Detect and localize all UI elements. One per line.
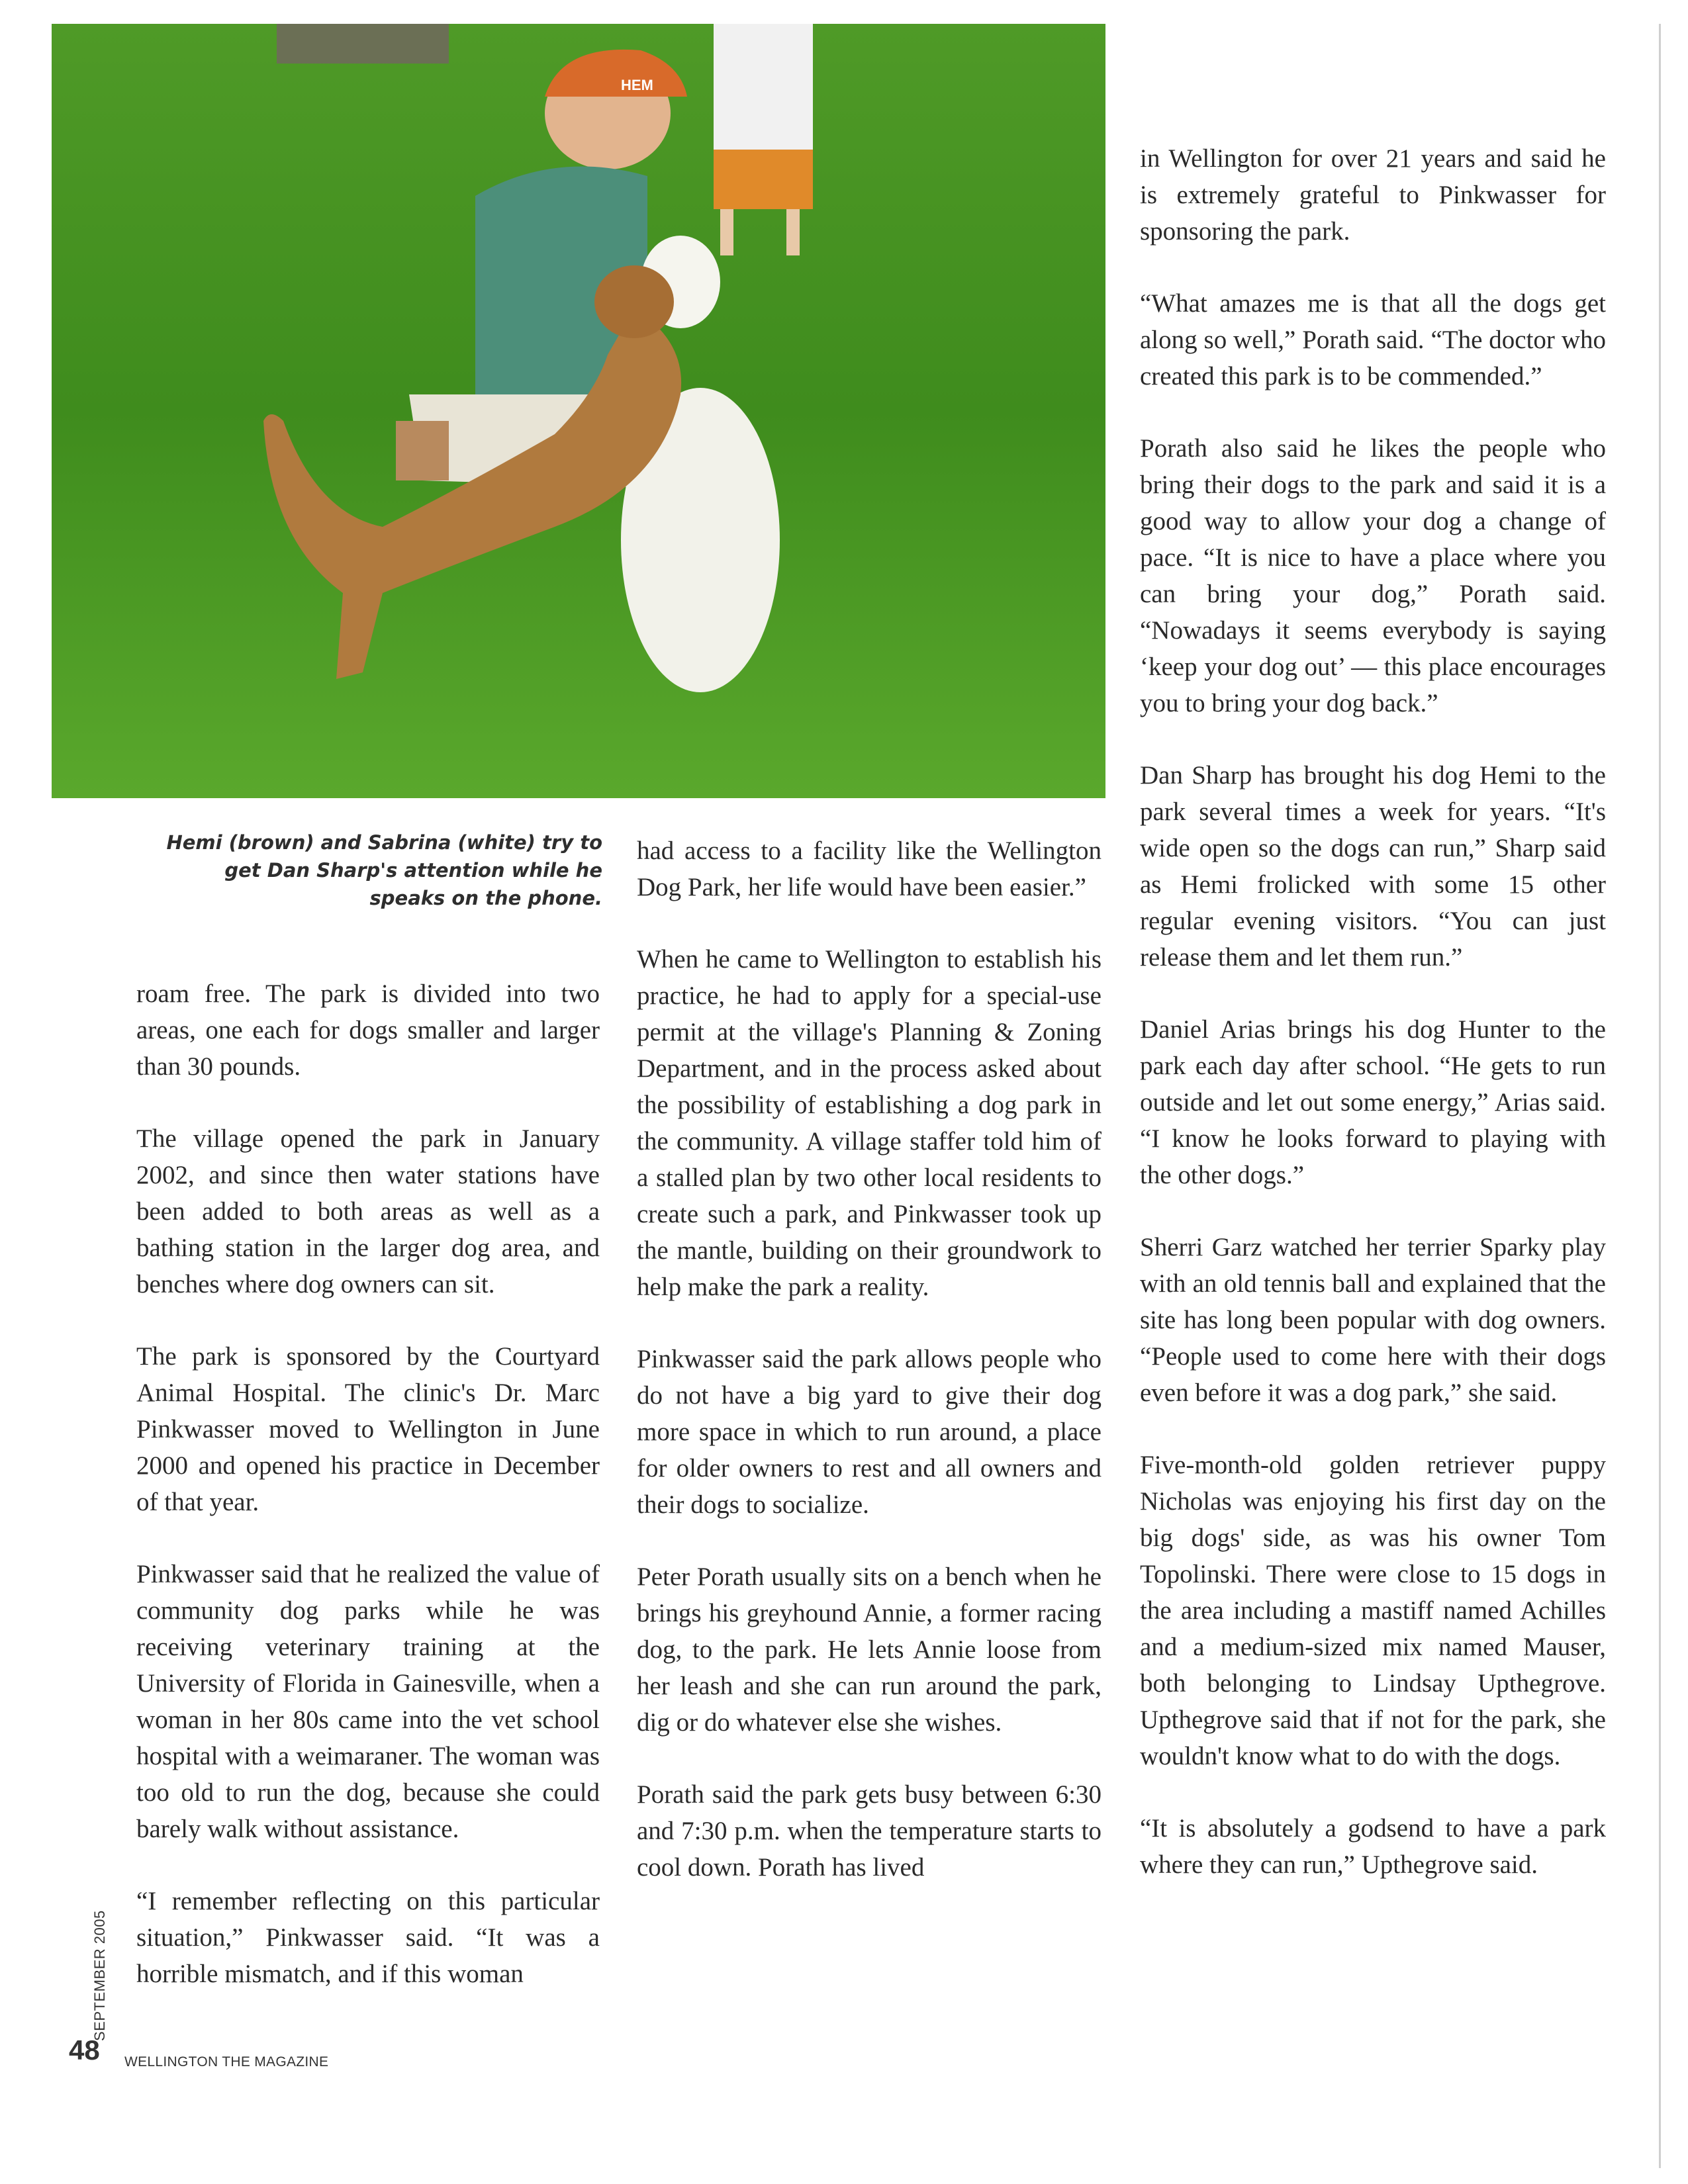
bench: [277, 24, 449, 64]
magazine-name: WELLINGTON THE MAGAZINE: [124, 2054, 329, 2070]
issue-date: SEPTEMBER 2005: [91, 1910, 108, 2041]
paragraph: Pinkwasser said that he realized the value of community dog parks while he was receiving veterinary training at the University of Florida in Gainesville, when a woman in her 80s came into the vet school hospital with a weimaraner. The woman was too old to run the dog, because she could barely walk without assistance.: [136, 1560, 600, 1843]
dog-park-photo: [52, 24, 1105, 798]
page-number: 48: [69, 2034, 100, 2066]
paragraph: Peter Porath usually sits on a bench when he brings his greyhound Annie, a former racing dog, to the park. He lets Annie loose from her leash and she can run around the park, dig or do whatever else she wishes.: [637, 1563, 1102, 1737]
photo-caption: Hemi (brown) and Sabrina (white) try to get Dan Sharp's attention while he speaks on the phone.: [166, 831, 602, 909]
paragraph: had access to a facility like the Wellington Dog Park, her life would have been easier.”: [637, 837, 1102, 901]
paragraph: Daniel Arias brings his dog Hunter to the park each day after school. “He gets to run outside and let out some energy,” Arias said. “I know he looks forward to playing with the other dogs.”: [1140, 1015, 1606, 1189]
article-column-3: [1140, 140, 1606, 1883]
paragraph: When he came to Wellington to establish his practice, he had to apply for a special-use permit at the village's Planning & Zoning Department, and in the process asked about the possibility of establishing a dog park in the community. A village staffer told him of a stalled plan by two other local residents to create such a park, and Pinkwasser took up the mantle, building on their groundwork to help make the park a reality.: [637, 945, 1102, 1301]
paragraph: Five-month-old golden retriever puppy Nicholas was enjoying his first day on the big dogs' side, as was his owner Tom Topolinski. There were close to 15 dogs in the area including a mastiff named Achilles and a medium-sized mix named Mauser, both belonging to Lindsay Upthegrove. Upthegrove said that if not for the park, she wouldn't know what to do with the dogs.: [1140, 1451, 1606, 1770]
article-column-1: [136, 976, 600, 1992]
paragraph: “What amazes me is that all the dogs get along so well,” Porath said. “The doctor who created this park is to be commended.”: [1140, 289, 1606, 390]
paragraph: Porath also said he likes the people who bring their dogs to the park and said it is a good way to allow your dog a change of pace. “It is nice to have a place where you can bring your dog,” Porath said. “Nowadays it seems everybody is saying ‘keep your dog out’ — this place encourages you to bring your dog back.”: [1140, 434, 1606, 717]
paragraph: Porath said the park gets busy between 6:30 and 7:30 p.m. when the temperature starts to cool down. Porath has lived: [637, 1780, 1102, 1882]
article-photo: [52, 24, 1105, 798]
paragraph: roam free. The park is divided into two areas, one each for dogs smaller and larger than 30 pounds.: [136, 979, 600, 1081]
paragraph: Dan Sharp has brought his dog Hemi to the park several times a week for years. “It's wide open so the dogs can run,” Sharp said as Hemi frolicked with some 15 other regular evening visitors. “You can just release them and let them run.”: [1140, 761, 1606, 972]
paragraph: Sherri Garz watched her terrier Sparky play with an old tennis ball and explained that the site has long been popular with dog owners. “People used to come here with their dogs even before it was a dog park,” she said.: [1140, 1233, 1606, 1407]
cap-text: HEM: [621, 77, 653, 93]
article-column-2: [637, 833, 1102, 1886]
paragraph: “I remember reflecting on this particular situation,” Pinkwasser said. “It was a horrible mismatch, and if this woman: [136, 1887, 600, 1988]
paragraph: The village opened the park in January 2002, and since then water stations have been added to both areas as well as a bathing station in the larger dog area, and benches where dog owners can sit.: [136, 1124, 600, 1298]
page-edge-rule: [1659, 24, 1661, 2168]
paragraph: The park is sponsored by the Courtyard Animal Hospital. The clinic's Dr. Marc Pinkwasser moved to Wellington in June 2000 and opened his practice in December of that year.: [136, 1342, 600, 1516]
paragraph: Pinkwasser said the park allows people who do not have a big yard to give their dog more space in which to run around, a place for older owners to rest and all owners and their dogs to socialize.: [637, 1345, 1102, 1519]
paragraph: in Wellington for over 21 years and said he is extremely grateful to Pinkwasser for sponsoring the park.: [1140, 144, 1606, 246]
paragraph: “It is absolutely a godsend to have a park where they can run,” Upthegrove said.: [1140, 1814, 1606, 1879]
